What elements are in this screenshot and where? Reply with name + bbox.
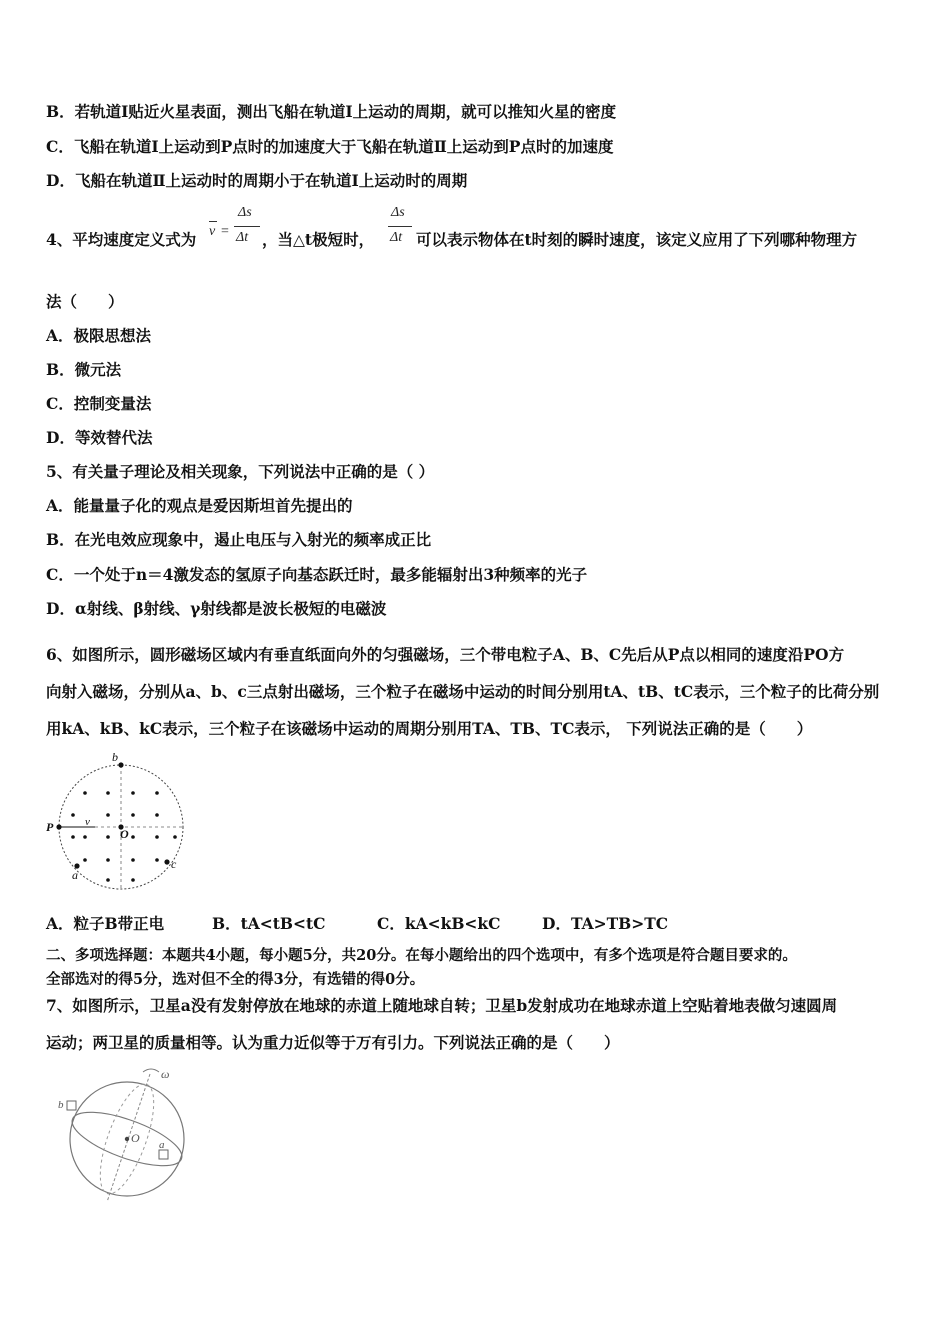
label-b: b — [112, 750, 118, 764]
formula-numerator: Δs — [238, 205, 252, 220]
q6-stem-line2: 向射入磁场，分别从a、b、c三点射出磁场，三个粒子在磁场中运动的时间分别用tA、tB、tC表示，三个粒子的比荷分别 — [46, 682, 880, 701]
q3-option-b: B．若轨道Ⅰ贴近火星表面，测出飞船在轨道Ⅰ上运动的周期，就可以推知火星的密度 — [46, 102, 617, 121]
q6-option-c: C．kA<kB<kC — [377, 914, 501, 933]
label-a: a — [159, 1139, 165, 1151]
magnetic-field-figure — [40, 745, 200, 895]
q4-option-d: D．等效替代法 — [46, 428, 153, 447]
label-o: O — [120, 827, 129, 841]
formula-v: v — [209, 224, 216, 239]
point-c — [164, 859, 169, 864]
q5-option-c: C．一个处于n＝4激发态的氢原子向基态跃迁时，最多能辐射出3种频率的光子 — [46, 565, 588, 584]
section2-instructions-line2: 全部选对的得5分，选对但不全的得3分，有选错的得0分。 — [46, 971, 425, 988]
ratio-fraction-bar — [388, 226, 412, 227]
q6-option-d: D．TA>TB>TC — [542, 914, 669, 933]
earth-center — [125, 1137, 129, 1141]
q6-stem-line3: 用kA、kB、kC表示，三个粒子在该磁场中运动的周期分别用TA、TB、TC表示， 下列说法正确的是（ ） — [46, 719, 813, 738]
q5-stem: 5、有关量子理论及相关现象，下列说法中正确的是（ ） — [46, 462, 435, 481]
formula-v-bar — [209, 221, 217, 222]
q4-stem-part3: 可以表示物体在t时刻的瞬时速度，该定义应用了下列哪种物理方 — [416, 230, 858, 249]
formula-fraction-bar — [234, 226, 260, 227]
q5-option-a: A．能量量子化的观点是爱因斯坦首先提出的 — [46, 496, 353, 515]
q4-stem-part2: ，当△t极短时， — [262, 230, 375, 249]
label-b: b — [58, 1099, 64, 1111]
q5-option-d: D．α射线、β射线、γ射线都是波长极短的电磁波 — [46, 599, 387, 618]
q4-stem-part1: 4、平均速度定义式为 — [46, 230, 197, 249]
q6-option-b: B．tA<tB<tC — [212, 914, 326, 933]
section2-instructions-line1: 二、多项选择题：本题共4小题，每小题5分，共20分。在每小题给出的四个选项中，有多个选项是符合题目要求的。 — [46, 947, 797, 964]
satellite-b — [67, 1101, 76, 1110]
q7-stem-line2: 运动；两卫星的质量相等。认为重力近似等于万有引力。下列说法正确的是（ ） — [46, 1033, 620, 1052]
label-omega: ω — [161, 1067, 170, 1081]
q7-stem-line1: 7、如图所示，卫星a没有发射停放在地球的赤道上随地球自转；卫星b发射成功在地球赤道上空贴着地表做匀速圆周 — [46, 996, 838, 1015]
satellite-a — [159, 1150, 168, 1159]
earth-satellite-figure — [55, 1064, 205, 1204]
rotation-arrow — [143, 1069, 159, 1072]
ratio-denominator: Δt — [390, 230, 403, 245]
q3-option-d: D．飞船在轨道Ⅱ上运动时的周期小于在轨道Ⅰ上运动时的周期 — [46, 171, 468, 190]
label-c: c — [171, 857, 177, 871]
ratio-numerator: Δs — [391, 205, 405, 220]
q5-option-b: B．在光电效应现象中，遏止电压与入射光的频率成正比 — [46, 530, 432, 549]
q6-option-a: A．粒子B带正电 — [46, 914, 165, 933]
q4-option-c: C．控制变量法 — [46, 394, 152, 413]
point-b — [118, 762, 123, 767]
formula-denominator: Δt — [236, 230, 249, 245]
formula-equals: = — [221, 224, 229, 239]
q4-option-b: B．微元法 — [46, 360, 122, 379]
label-p: P — [46, 820, 54, 834]
label-o: O — [131, 1131, 140, 1145]
label-a: a — [72, 868, 78, 882]
q3-option-c: C．飞船在轨道Ⅰ上运动到P点时的加速度大于飞船在轨道Ⅱ上运动到P点时的加速度 — [46, 137, 614, 156]
q4-stem-cont: 法（ ） — [46, 292, 124, 311]
velocity-label: v — [85, 816, 90, 828]
q4-option-a: A．极限思想法 — [46, 326, 152, 345]
q6-stem-line1: 6、如图所示，圆形磁场区域内有垂直纸面向外的匀强磁场，三个带电粒子A、B、C先后从P点以相同的速度沿PO方 — [46, 645, 845, 664]
